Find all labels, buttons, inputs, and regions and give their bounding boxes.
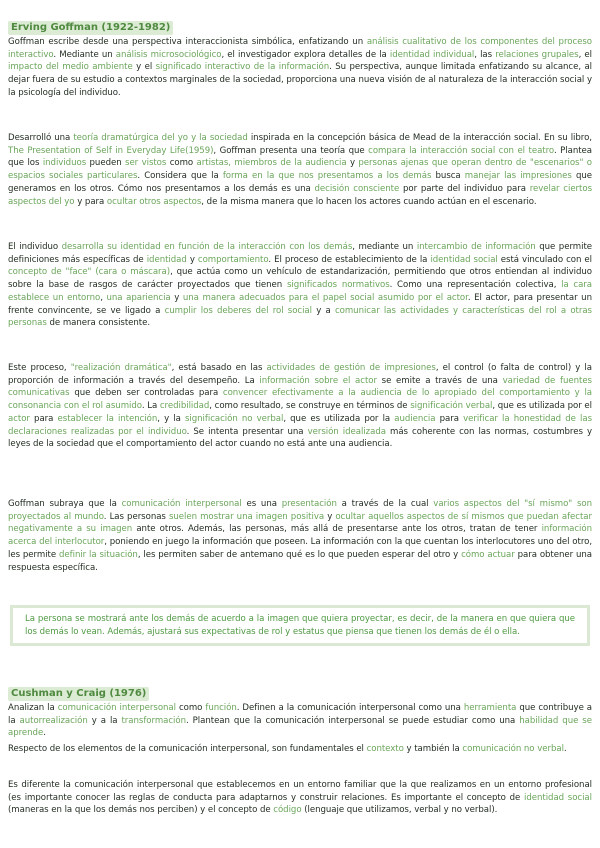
highlighted-phrase: contexto bbox=[366, 744, 404, 754]
text-run: por parte del individuo para bbox=[399, 183, 530, 194]
section-cushman-craig bbox=[8, 681, 149, 701]
highlighted-phrase: convencer efectivamente a la audiencia de lo apropiado del comportamiento y la consonancia con el rol asumido bbox=[8, 388, 592, 412]
highlighted-phrase: identidad social bbox=[430, 254, 498, 265]
highlighted-phrase: comportamiento bbox=[197, 254, 269, 265]
highlighted-phrase: identidad individual bbox=[389, 49, 475, 60]
text-run: es una bbox=[241, 499, 282, 509]
text-run: Goffman subraya que la bbox=[8, 499, 122, 509]
highlighted-phrase: verificar la honestidad de las declaraciones realizadas por el individuo bbox=[8, 413, 592, 437]
text-run: . Considera que la bbox=[137, 171, 223, 182]
highlighted-phrase: varios aspectos del "sí mismo" son proyectados al mundo bbox=[8, 499, 592, 522]
highlighted-phrase: significados normativos bbox=[286, 280, 390, 291]
text-run: , el bbox=[578, 49, 592, 60]
text-run: se emite a través de una bbox=[376, 375, 503, 386]
text-run: que contribuye a la bbox=[8, 703, 593, 726]
highlighted-phrase: comunicación interpersonal bbox=[57, 703, 176, 713]
highlighted-phrase: audiencia bbox=[394, 413, 436, 424]
text-run: de manera consistente. bbox=[46, 318, 151, 329]
text-run: y a la bbox=[87, 715, 122, 726]
highlighted-phrase: ocultar otros aspectos bbox=[106, 196, 202, 207]
highlighted-phrase: cómo actuar bbox=[461, 549, 515, 560]
text-run: (lenguaje que utilizamos, verbal y no verbal). bbox=[301, 805, 498, 816]
paragraph bbox=[8, 241, 592, 330]
text-run: , Goffman presenta una teoría que bbox=[213, 145, 369, 156]
highlighted-phrase: cumplir los deberes del rol social bbox=[164, 305, 312, 316]
highlighted-phrase: habilidad que se aprende bbox=[8, 715, 592, 739]
highlighted-phrase: autorrealización bbox=[19, 715, 88, 726]
highlighted-phrase: decisión consciente bbox=[314, 183, 400, 194]
text-run: y bbox=[170, 292, 183, 303]
text-run: . El proceso de establecimiento de la bbox=[268, 254, 431, 265]
text-run: . Mediante un bbox=[53, 49, 116, 60]
text-run: , las bbox=[474, 49, 496, 60]
text-run: y para bbox=[74, 196, 107, 207]
text-run: para bbox=[435, 413, 464, 424]
highlighted-phrase: una apariencia bbox=[106, 292, 171, 303]
highlighted-phrase: herramienta bbox=[463, 703, 517, 713]
highlighted-phrase: teoría dramatúrgica del yo y la sociedad bbox=[73, 133, 248, 143]
text-run: Analizan la bbox=[8, 703, 58, 713]
highlighted-phrase: análisis cualitativo de los componentes del proceso interactivo bbox=[8, 37, 592, 60]
text-run: que generamos en los otros. Cómo nos presentamos a los demás es una bbox=[8, 171, 592, 194]
highlighted-phrase: presentación bbox=[281, 499, 337, 509]
text-run: , poniendo en juego la información que poseen. La información con la que cuentan los interlocutores uno del otro, les permite bbox=[8, 537, 592, 560]
text-run: y bbox=[346, 158, 359, 169]
text-run: . bbox=[563, 744, 567, 754]
text-run: a través de la cual bbox=[336, 499, 434, 509]
highlighted-phrase: información acerca del interlocutor bbox=[8, 524, 592, 548]
text-run: . bbox=[43, 728, 46, 739]
highlighted-phrase: significación no verbal bbox=[184, 413, 284, 424]
highlighted-phrase: forma en la que nos presentamos a los demás bbox=[222, 171, 432, 182]
highlighted-phrase: establecer la intención bbox=[57, 413, 158, 424]
text-run: . Plantean que la comunicación interpersonal se puede estudiar como una bbox=[186, 715, 520, 726]
text-run: y bbox=[324, 511, 336, 522]
highlighted-phrase: identidad bbox=[146, 254, 187, 265]
paragraph bbox=[8, 36, 592, 100]
text-run: , bbox=[100, 292, 107, 303]
highlighted-phrase: personas ajenas que operan dentro de "escenarios" o espacios sociales particulares bbox=[8, 158, 592, 182]
paragraph bbox=[8, 779, 592, 817]
highlighted-phrase: individuos bbox=[42, 158, 87, 169]
text-run: ante otros. Además, las personas, más allá de presentarse ante los otros, tratan de tener bbox=[132, 524, 542, 535]
highlighted-phrase: The Presentation of Self in Everyday Life(1959) bbox=[8, 145, 214, 156]
highlighted-phrase: concepto de "face" (cara o máscara) bbox=[8, 267, 171, 278]
highlighted-phrase: intercambio de información bbox=[416, 242, 536, 252]
highlighted-phrase: actividades de gestión de impresiones bbox=[266, 363, 436, 373]
highlighted-phrase: significación verbal bbox=[410, 401, 493, 412]
highlighted-phrase: identidad social bbox=[524, 792, 592, 803]
highlighted-phrase: suelen mostrar una imagen positiva bbox=[168, 511, 325, 522]
text-run: , les permiten saber de antemano qué es lo que pueden esperar del otro y bbox=[137, 549, 462, 560]
highlighted-phrase: función bbox=[205, 703, 237, 713]
text-run: Desarrolló una bbox=[8, 133, 74, 143]
highlighted-phrase: desarrolla su identidad en función de la interacción con los demás bbox=[61, 242, 353, 252]
paragraph bbox=[8, 132, 592, 208]
highlighted-phrase: información sobre el actor bbox=[259, 375, 377, 386]
text-run: . Se intenta presentar una bbox=[186, 426, 308, 437]
highlighted-phrase: definir la situación bbox=[58, 549, 138, 560]
text-run: , de la misma manera que lo hacen los actores cuando actúan en el escenario. bbox=[201, 196, 537, 207]
text-run: Este proceso, bbox=[8, 363, 71, 373]
text-run: , el control (o falta de control) y la proporción de información a través del desempeño. La bbox=[8, 363, 592, 386]
highlighted-phrase: la cara establece un entorno bbox=[8, 280, 592, 303]
text-run: pueden bbox=[86, 158, 126, 169]
text-run: . La bbox=[141, 401, 160, 412]
highlighted-phrase: revelar ciertos aspectos del yo bbox=[8, 183, 592, 207]
text-run: Goffman escribe desde una perspectiva interaccionista simbólica, enfatizando un bbox=[8, 37, 367, 47]
text-run: y también la bbox=[403, 744, 463, 754]
highlighted-phrase: ser vistos bbox=[125, 158, 167, 169]
text-run: está vinculado con el bbox=[497, 254, 592, 265]
text-run: que deben ser controladas para bbox=[69, 388, 223, 399]
highlighted-phrase: significado interactivo de la información bbox=[155, 62, 330, 73]
text-run: . El actor, para presentar un frente convincente, se ve ligado a bbox=[8, 292, 592, 316]
text-run: Es diferente la comunicación interpersonal que establecemos en un entorno familiar que la que realizamos en un entorno profesional (es importante conocer las reglas de conducta para adaptarnos y construir relaciones. Es importante el concepto de bbox=[8, 780, 592, 803]
text-run: y el bbox=[132, 62, 156, 73]
highlighted-quote bbox=[10, 605, 590, 646]
highlighted-phrase: actor bbox=[8, 413, 30, 424]
text-run: para obtener una respuesta específica. bbox=[8, 549, 593, 573]
text-run: . Definen a la comunicación interpersonal como una bbox=[236, 703, 464, 713]
highlighted-phrase: ocultar aquellos aspectos de sí mismos que puedan afectar negativamente a su imagen bbox=[8, 511, 592, 535]
text-run: (maneras en la que los demás nos perciben) y el concepto de bbox=[8, 805, 274, 816]
text-run: . Su perspectiva, aunque limitada enfatizando su alcance, al dejar fuera de su estudio a contextos marginales de la sociedad, proporciona una nueva visión de al naturaleza de la interacción social y la psicología del individuo. bbox=[8, 62, 593, 98]
highlighted-phrase: comunicar las actividades y características del rol a otras personas bbox=[8, 305, 592, 329]
text-run: busca bbox=[431, 171, 465, 182]
text-run: como bbox=[176, 703, 206, 713]
text-run: . Las personas bbox=[103, 511, 169, 522]
highlighted-phrase: análisis microsociológico bbox=[115, 49, 222, 60]
highlighted-phrase: una manera adecuados para el papel social asumido por el actor bbox=[182, 292, 468, 303]
text-run: y bbox=[186, 254, 198, 265]
quote-text: La persona se mostrará ante los demás de acuerdo a la imagen que quiera proyectar, es decir, de la manera en que quiera que los demás lo vean. Además, ajustará sus expectativas de rol y estatus que piensa que tienen los demás de él o ella. bbox=[25, 614, 575, 637]
section-erving-goffman bbox=[8, 15, 173, 35]
highlighted-phrase: manejar las impresiones bbox=[464, 171, 572, 182]
text-run: , como resultado, se construye en términos de bbox=[209, 401, 411, 412]
text-run: , que actúa como un vehículo de estandarización, permitiendo que otros entiendan al individuo sobre la base de rasgos de carácter proyectados que tienen bbox=[8, 267, 592, 291]
text-run: Respecto de los elementos de la comunicación interpersonal, son fundamentales el bbox=[8, 744, 367, 754]
text-run: , que es utilizada por la bbox=[283, 413, 395, 424]
highlighted-phrase: relaciones grupales bbox=[495, 49, 579, 60]
text-run: y a bbox=[311, 305, 335, 316]
highlighted-phrase: compara la interacción social con el teatro bbox=[368, 145, 554, 156]
text-run: . Como una representación colectiva, bbox=[389, 280, 562, 291]
text-run: , que es utilizada por el bbox=[492, 401, 592, 412]
text-run: más coherente con las normas, costumbres y leyes de la sociedad que el comportamiento del actor cuando no está ante una audiencia. bbox=[8, 426, 592, 450]
highlighted-phrase: artistas, miembros de la audiencia bbox=[196, 158, 347, 169]
text-run: como bbox=[166, 158, 197, 169]
highlighted-phrase: comunicación no verbal bbox=[462, 744, 564, 754]
text-run: El individuo bbox=[8, 242, 62, 252]
paragraph bbox=[8, 743, 592, 756]
text-run: inspirada en la concepción básica de Mead de la interacción social. En su libro, bbox=[247, 133, 592, 143]
highlighted-phrase: código bbox=[273, 805, 302, 816]
highlighted-phrase: impacto del medio ambiente bbox=[8, 62, 133, 73]
text-run: para bbox=[29, 413, 58, 424]
text-run: , y la bbox=[157, 413, 185, 424]
highlighted-phrase: comunicación interpersonal bbox=[121, 499, 242, 509]
paragraph bbox=[8, 702, 592, 740]
highlighted-phrase: variedad de fuentes comunicativas bbox=[8, 375, 592, 399]
paragraph bbox=[8, 498, 592, 574]
text-run: , está basado en las bbox=[171, 363, 267, 373]
paragraph bbox=[8, 362, 592, 451]
text-run: . Plantea que los bbox=[8, 145, 592, 169]
text-run: , el investigador explora detalles de la bbox=[221, 49, 390, 60]
highlighted-phrase: transformación bbox=[121, 715, 186, 726]
section-title: Cushman y Craig (1976) bbox=[8, 687, 149, 701]
highlighted-phrase: versión idealizada bbox=[307, 426, 386, 437]
highlighted-phrase: credibilidad bbox=[159, 401, 210, 412]
highlighted-phrase: "realización dramática" bbox=[70, 363, 172, 373]
section-title: Erving Goffman (1922-1982) bbox=[8, 21, 173, 35]
text-run: , mediante un bbox=[352, 242, 417, 252]
text-run: que permite definiciones más específicas de bbox=[8, 242, 593, 265]
